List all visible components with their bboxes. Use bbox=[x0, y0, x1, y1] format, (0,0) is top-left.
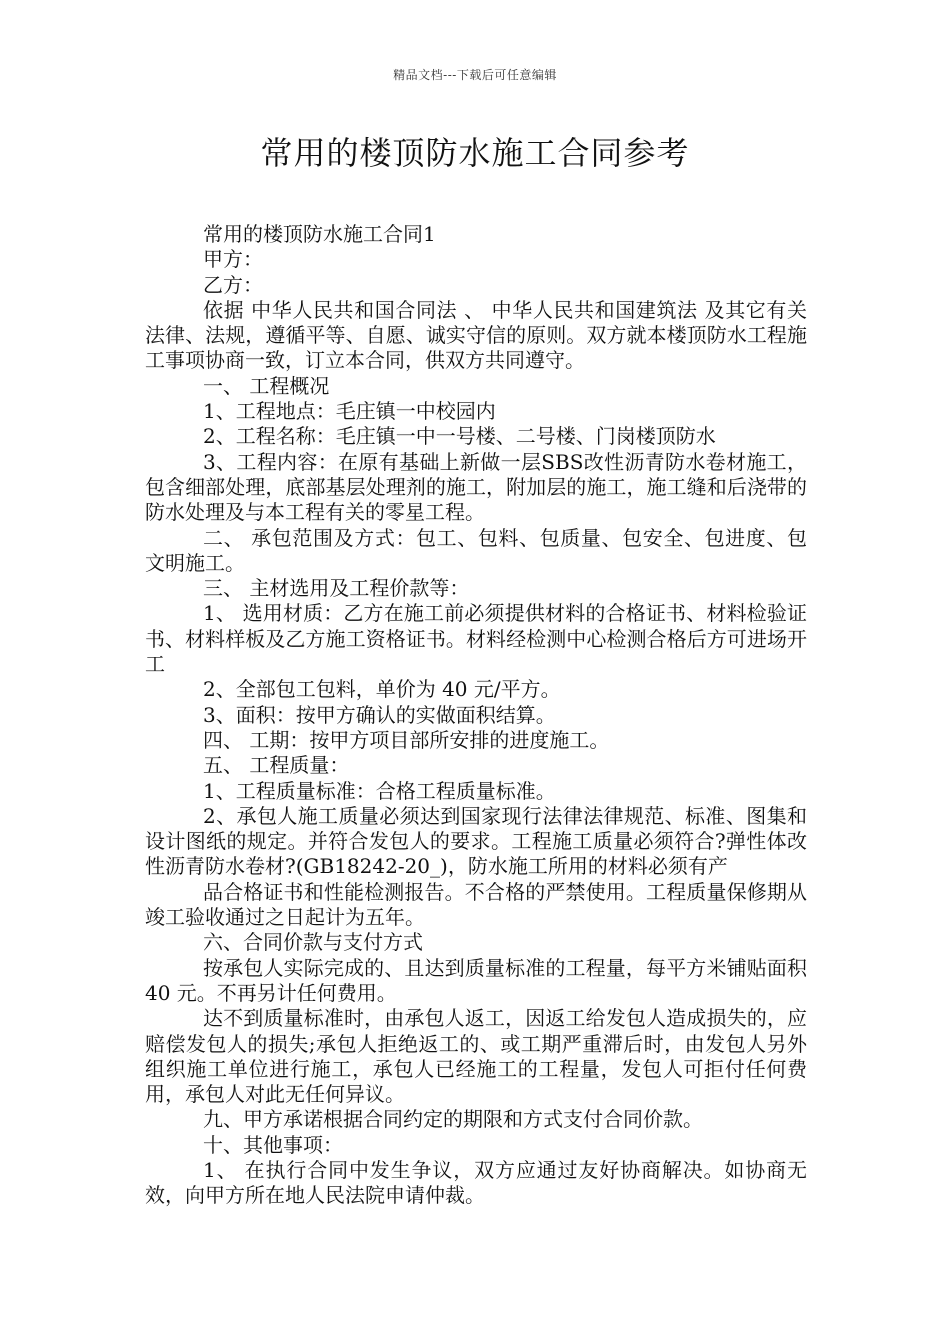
section-heading-quality: 五、 工程质量： bbox=[203, 753, 350, 778]
section-heading-materials: 三、 主材选用及工程价款等： bbox=[203, 576, 470, 601]
page-header-watermark: 精品文档---下载后可任意编辑 bbox=[393, 68, 557, 82]
clause-rework: 达不到质量标准时，由承包人返工，因返工给发包人造成损失的，应赔偿发包人的损失;承包人拒绝返工的、或工期严重滞后时，由发包人另外组织施工单位进行施工，承包人已经施工的工程量，发包人可拒付任何费用，承包人对此无任何异议。 bbox=[145, 1006, 807, 1107]
clause-dispute: 1、 在执行合同中发生争议，双方应通过友好协商解决。如协商无效，向甲方所在地人民法院申请仲裁。 bbox=[145, 1157, 807, 1208]
party-b-line: 乙方： bbox=[203, 272, 263, 297]
party-a-line: 甲方： bbox=[203, 247, 263, 272]
clause-quality-warranty: 品合格证书和性能检测报告。不合格的严禁使用。工程质量保修期从竣工验收通过之日起计为五年。 bbox=[145, 879, 807, 930]
document-body bbox=[145, 222, 807, 1209]
section-scope: 二、 承包范围及方式：包工、包料、包质量、包安全、包进度、包文明施工。 bbox=[145, 525, 807, 575]
clause-material-selection: 1、 选用材质：乙方在施工前必须提供材料的合格证书、材料检验证书、材料样板及乙方施工资格证书。材料经检测中心检测合格后方可进场开工 bbox=[145, 601, 807, 677]
document-title: 常用的楼顶防水施工合同参考 bbox=[260, 134, 690, 172]
section-heading-payment: 六、合同价款与支付方式 bbox=[203, 930, 423, 955]
preamble-paragraph: 依据 中华人民共和国合同法 、 中华人民共和国建筑法 及其它有关法律、法规，遵循平等、自愿、诚实守信的原则。双方就本楼顶防水工程施工事项协商一致，订立本合同，供双方共同遵守。 bbox=[145, 297, 807, 373]
clause-unit-price: 2、全部包工包料，单价为 40 元/平方。 bbox=[203, 677, 561, 702]
section-heading-other: 十、其他事项： bbox=[203, 1132, 343, 1157]
clause-location: 1、工程地点：毛庄镇一中校园内 bbox=[203, 399, 496, 424]
section-schedule: 四、 工期：按甲方项目部所安排的进度施工。 bbox=[203, 727, 610, 752]
clause-area: 3、面积：按甲方确认的实做面积结算。 bbox=[203, 702, 556, 727]
clause-payment-rate: 按承包人实际完成的、且达到质量标准的工程量，每平方米铺贴面积 40 元。不再另计任何费用。 bbox=[145, 955, 807, 1005]
clause-payment-commitment: 九、甲方承诺根据合同约定的期限和方式支付合同价款。 bbox=[203, 1107, 703, 1132]
clause-quality-requirements: 2、承包人施工质量必须达到国家现行法律法律规范、标准、图集和设计图纸的规定。并符合发包人的要求。工程施工质量必须符合?弹性体改性沥青防水卷材?(GB18242-20_)，防水施工所用的材料必须有产 bbox=[145, 803, 807, 879]
clause-project-name: 2、工程名称：毛庄镇一中一号楼、二号楼、门岗楼顶防水 bbox=[203, 424, 716, 449]
contract-heading: 常用的楼顶防水施工合同1 bbox=[203, 222, 436, 246]
clause-quality-standard: 1、工程质量标准：合格工程质量标准。 bbox=[203, 778, 556, 803]
clause-project-content: 3、工程内容：在原有基础上新做一层SBS改性沥青防水卷材施工，包含细部处理，底部基层处理剂的施工，附加层的施工，施工缝和后浇带的防水处理及与本工程有关的零星工程。 bbox=[145, 449, 807, 525]
section-heading-overview: 一、 工程概况 bbox=[203, 373, 330, 398]
